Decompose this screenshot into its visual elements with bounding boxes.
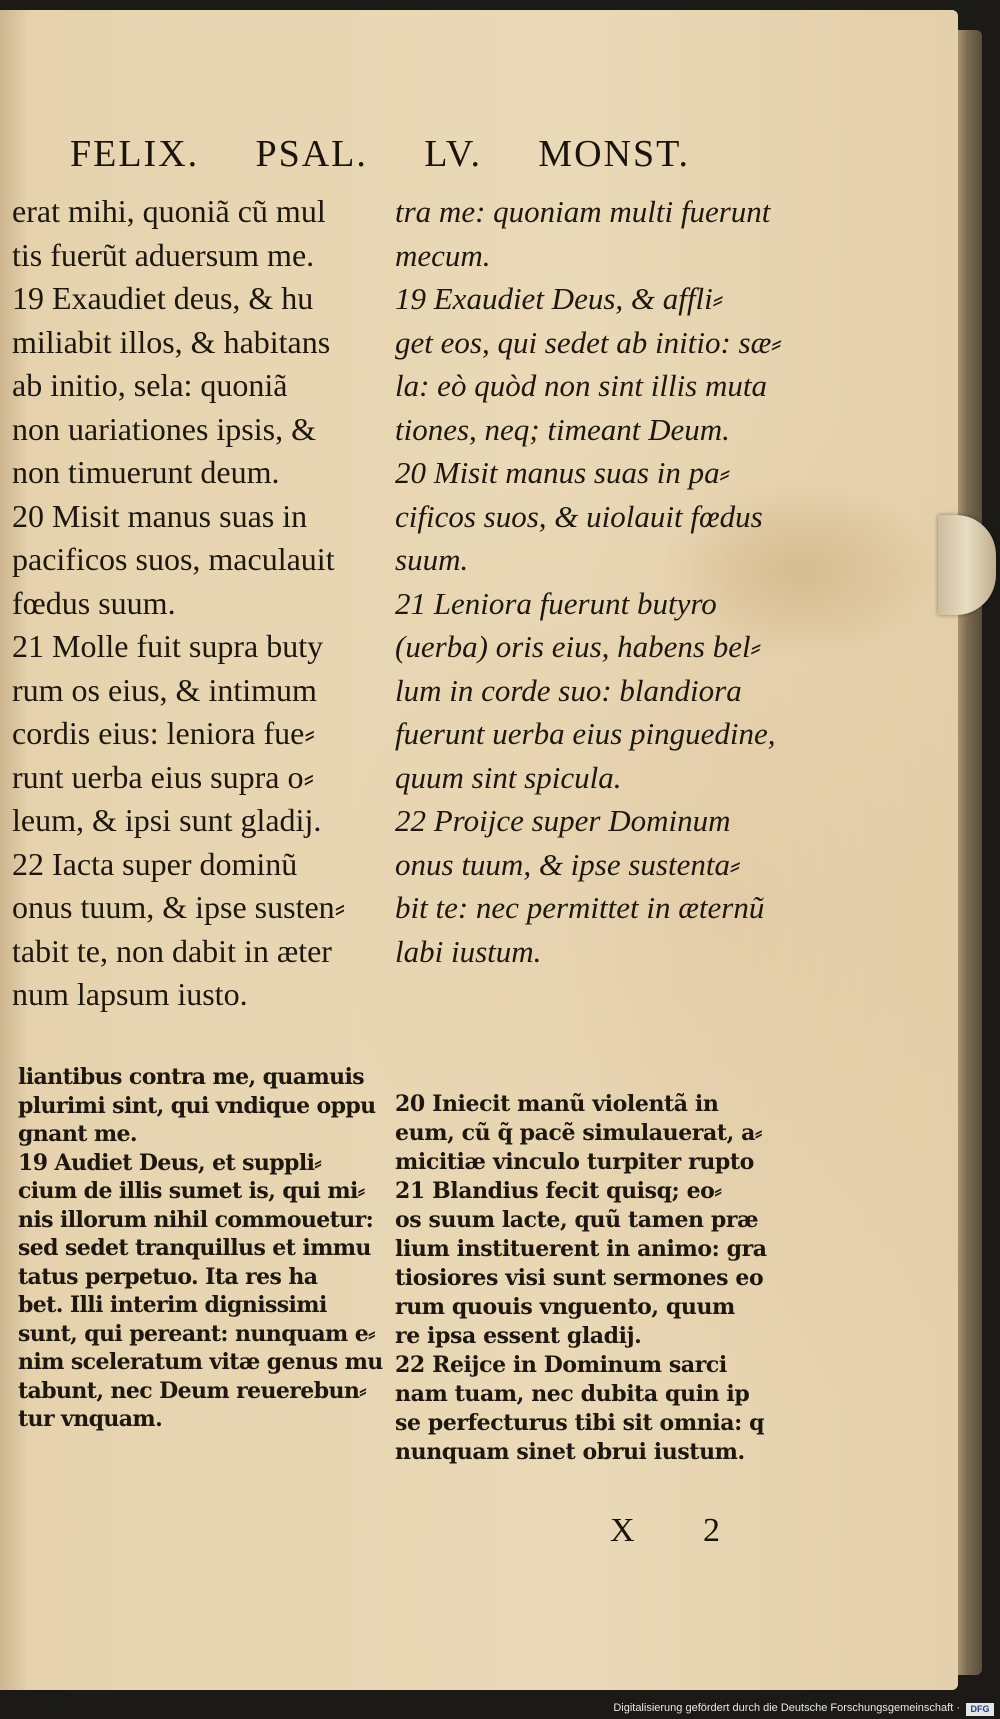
text-line: 21 Blandius fecit quisq; eo⸗ [395, 1178, 722, 1204]
text-line: nis illorum nihil commouetur: [18, 1206, 374, 1233]
text-line: eum, cũ q̃ pacẽ simulauerat, a⸗ [395, 1120, 762, 1146]
text-line: (uerba) oris eius, habens bel⸗ [395, 629, 761, 664]
signature-letter: X [610, 1512, 635, 1549]
text-line: plurimi sint, qui vndique oppu [18, 1092, 376, 1119]
text-line: 21 Leniora fuerunt butyro [395, 585, 717, 621]
text-line: cificos suos, & uiolauit fœdus [395, 498, 763, 534]
text-line: fuerunt uerba eius pinguedine, [395, 716, 776, 751]
text-line: la: eò quòd non sint illis muta [395, 368, 767, 403]
text-line: se perfecturus tibi sit omnia: q [395, 1410, 765, 1436]
text-line: 22 Proijce super Dominum [395, 803, 731, 838]
text-line: 19 Audiet Deus, et suppli⸗ [18, 1149, 322, 1176]
header-right: MONST. [538, 133, 690, 175]
header-center-left: PSAL. [255, 133, 368, 175]
header-center-right: LV. [424, 133, 482, 175]
text-line: 22 Iacta super dominũ [12, 845, 298, 882]
text-line: bet. Illi interim dignissimi [18, 1292, 327, 1318]
text-line: re ipsa essent gladij. [395, 1323, 642, 1349]
text-line: rum quouis vnguento, quum [395, 1294, 735, 1320]
text-line: num lapsum iusto. [12, 976, 248, 1012]
text-line: cordis eius: leniora fue⸗ [12, 715, 315, 751]
left-commentary-text [18, 1063, 383, 1434]
text-line: tiosiores visi sunt sermones eo [395, 1265, 764, 1291]
text-line: tatus perpetuo. Ita res ha [18, 1263, 318, 1290]
text-line: quum sint spicula. [395, 759, 622, 795]
text-line: 22 Reijce in Dominum sarci [395, 1352, 727, 1378]
signature-number: 2 [703, 1512, 720, 1549]
page-edge [958, 30, 982, 1675]
text-line: 20 Misit manus suas in [12, 497, 308, 534]
text-line: tur vnquam. [18, 1406, 163, 1432]
text-line: tabit te, non dabit in æter [12, 932, 332, 969]
text-line: onus tuum, & ipse sustenta⸗ [395, 846, 741, 882]
text-line: onus tuum, & ipse susten⸗ [12, 889, 346, 925]
text-line: rum os eius, & intimum [12, 671, 317, 708]
text-line: miliabit illos, & habitans [12, 323, 331, 360]
text-line: 21 Molle fuit supra buty [12, 628, 324, 664]
text-line: cium de illis sumet is, qui mi⸗ [18, 1178, 365, 1204]
text-line: os suum lacte, quũ tamen præ [395, 1207, 759, 1233]
right-commentary-text [395, 1090, 815, 1467]
text-line: fœdus suum. [12, 584, 176, 621]
right-column-text [395, 190, 825, 973]
text-line: leum, & ipsi sunt gladij. [12, 802, 322, 838]
text-line: runt uerba eius supra o⸗ [12, 758, 315, 795]
text-line: ab initio, sela: quoniã [12, 367, 288, 403]
signature-mark [610, 1512, 720, 1550]
text-line: 20 Misit manus suas in pa⸗ [395, 455, 730, 490]
text-line: 19 Exaudiet deus, & hu [12, 280, 314, 316]
footer-bar [0, 1700, 1000, 1719]
text-line: nim sceleratum vitæ genus mu [18, 1349, 383, 1375]
left-column-text [12, 190, 377, 1017]
dfg-logo: DFG [966, 1703, 994, 1716]
text-line: nunquam sinet obrui iustum. [395, 1439, 745, 1465]
text-line: erat mihi, quoniã cũ mul [12, 193, 326, 229]
text-line: tiones, neq; timeant Deum. [395, 411, 730, 447]
text-line: sed sedet tranquillus et immu [18, 1235, 371, 1261]
text-line: non uariationes ipsis, & [12, 410, 316, 447]
text-line: bit te: nec permittet in æternũ [395, 890, 765, 925]
running-header [70, 116, 690, 176]
text-line: suum. [395, 542, 469, 577]
text-line: tis fuerũt aduersum me. [12, 236, 315, 273]
header-left: FELIX. [70, 133, 200, 175]
text-line: lum in corde suo: blandiora [395, 672, 742, 708]
text-line: gnant me. [18, 1121, 137, 1147]
text-line: get eos, qui sedet ab initio: sæ⸗ [395, 324, 782, 360]
text-line: mecum. [395, 237, 491, 273]
text-line: 20 Iniecit manũ violentã in [395, 1091, 719, 1117]
text-line: 19 Exaudiet Deus, & affli⸗ [395, 281, 724, 316]
text-line: micitiæ vinculo turpiter rupto [395, 1149, 754, 1175]
text-line: liantibus contra me, quamuis [18, 1064, 365, 1090]
text-line: pacificos suos, maculauit [12, 541, 335, 577]
text-line: tabunt, nec Deum reuerebun⸗ [18, 1377, 366, 1404]
footer-credit: Digitalisierung gefördert durch die Deutsche Forschungsgemeinschaft · [613, 1702, 960, 1714]
text-line: non timuerunt deum. [12, 454, 280, 490]
text-line: labi iustum. [395, 933, 542, 969]
text-line: lium instituerent in animo: gra [395, 1236, 767, 1262]
text-line: tra me: quoniam multi fuerunt [395, 194, 771, 229]
clasp-tab [938, 515, 996, 615]
text-line: sunt, qui pereant: nunquam e⸗ [18, 1320, 375, 1347]
text-line: nam tuam, nec dubita quin ip [395, 1381, 750, 1407]
